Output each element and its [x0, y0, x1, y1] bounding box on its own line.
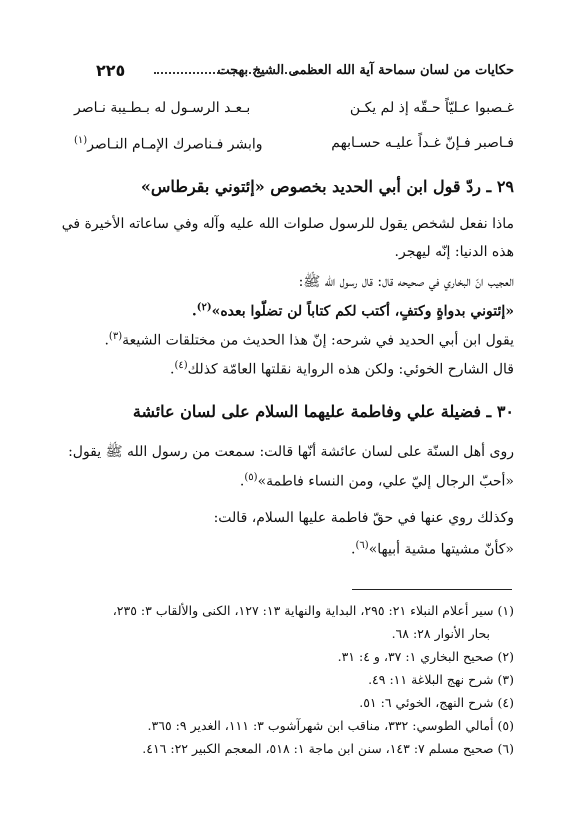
verse-hemistich-first: غـصبوا عـليّاً حـقّه إذ لم يكـن [349, 100, 514, 116]
quote-text: «أحبّ الرجال إليّ علي، ومن النساء فاطمة» [257, 473, 514, 490]
hadith-quote: «أحبّ الرجال إليّ علي، ومن النساء فاطمة»$^{(٥)}$. [239, 472, 514, 490]
line-text: قال الشارح الخوئي: ولكن هذه الرواية نقلتها العامّة كذلك [187, 361, 514, 378]
footnote-1: (١) سير أعلام النبلاء ٢١: ٢٩٥، البداية والنهاية ١٣: ١٢٧، الكنى والألقاب ٣: ٢٣٥، [112, 603, 514, 618]
paragraph-line: العجيب انّ البخاري في صحيحه قال: قال رسول الله ﷺ: [298, 274, 514, 290]
footnote-ref-4: (٤) [174, 360, 188, 371]
footnote-1-continued: بحار الأنوار ٢٨: ٦٨. [391, 626, 490, 641]
paragraph-line: ماذا نفعل لشخص يقول للرسول صلوات الله عليه وآله وفي ساعاته الأخيرة في [61, 216, 514, 232]
paragraph-line: قال الشارح الخوئي: ولكن هذه الرواية نقلتها العامّة كذلك$^{(٤)}$. [169, 360, 514, 378]
paragraph-line: روى أهل السنّة على لسان عائشة أنّها قالت: سمعت من رسول الله ﷺ يقول: [68, 444, 514, 460]
quote-text: «كأنّ مشيتها مشية أبيها» [368, 541, 514, 558]
verse-hemistich-first: فـاصبر فـإنّ غـداً عليـه حسـابهم [331, 135, 514, 151]
paragraph-line: وكذلك روي عنها في حقّ فاطمة عليها السلام، قالت: [213, 510, 514, 526]
header-title: حكايات من لسان سماحة آية الله العظمى الشيخ بهجت [217, 63, 514, 78]
verse-hemistich-second: بـعـد الرسـول له بـطـيبة نـاصر [74, 100, 251, 116]
section-30-title: ٣٠ ـ فضيلة علي وفاطمة عليهما السلام على لسان عائشة [132, 402, 514, 421]
poem-verse-1 [74, 100, 514, 124]
verse-text: وابشر فـناصرك الإمـام النـاصر [87, 136, 263, 153]
section-29-title: ٢٩ ـ ردّ قول ابن أبي الحديد بخصوص «إئتوني بقرطاس» [140, 177, 514, 196]
footnote-ref-6: (٦) [355, 540, 369, 551]
running-header [96, 63, 514, 83]
footnote-divider [352, 589, 512, 590]
line-text: يقول ابن أبي الحديد في شرحه: إنّ هذا الحديث من مختلقات الشيعة [122, 332, 514, 349]
page-number: ٢٢٥ [96, 61, 126, 80]
footnote-6: (٦) صحيح مسلم ٧: ١٤٣، سنن ابن ماجة ١: ٥١٨، المعجم الكبير ٢٢: ٤١٦. [142, 741, 514, 756]
paragraph-line: هذه الدنيا: إنّه ليهجر. [394, 244, 514, 260]
footnote-ref-2: (٢) [196, 302, 212, 313]
poem-verse-2 [74, 135, 514, 159]
footnote-5: (٥) أمالي الطوسي: ٣٣٢، مناقب ابن شهرآشوب ٣: ١١١، الغدير ٩: ٣٦٥. [147, 718, 514, 733]
footnote-ref-5: (٥) [244, 472, 258, 483]
footnote-2: (٢) صحيح البخاري ١: ٣٧، و ٤: ٣١. [337, 649, 514, 664]
hadith-quote: «إئتوني بدواةٍ وكتفٍ، أكتب لكم كتاباً لن تضلّوا بعده»$^{(٢)}$. [191, 302, 514, 320]
footnote-4: (٤) شرح النهج، الخوئي ٦: ٥١. [359, 695, 514, 710]
quote-text: «إئتوني بدواةٍ وكتفٍ، أكتب لكم كتاباً لن تضلّوا بعده» [211, 303, 514, 320]
verse-hemistich-second [74, 135, 263, 153]
footnote-3: (٣) شرح نهج البلاغة ١١: ٤٩. [368, 672, 514, 687]
header-leader-dots [154, 72, 299, 74]
footnote-ref-1: (١) [74, 135, 88, 146]
footnote-ref-3: (٣) [108, 331, 123, 342]
hadith-quote: «كأنّ مشيتها مشية أبيها»$^{(٦)}$. [351, 540, 514, 558]
paragraph-line: يقول ابن أبي الحديد في شرحه: إنّ هذا الحديث من مختلقات الشيعة$^{(٣)}$. [104, 331, 514, 349]
